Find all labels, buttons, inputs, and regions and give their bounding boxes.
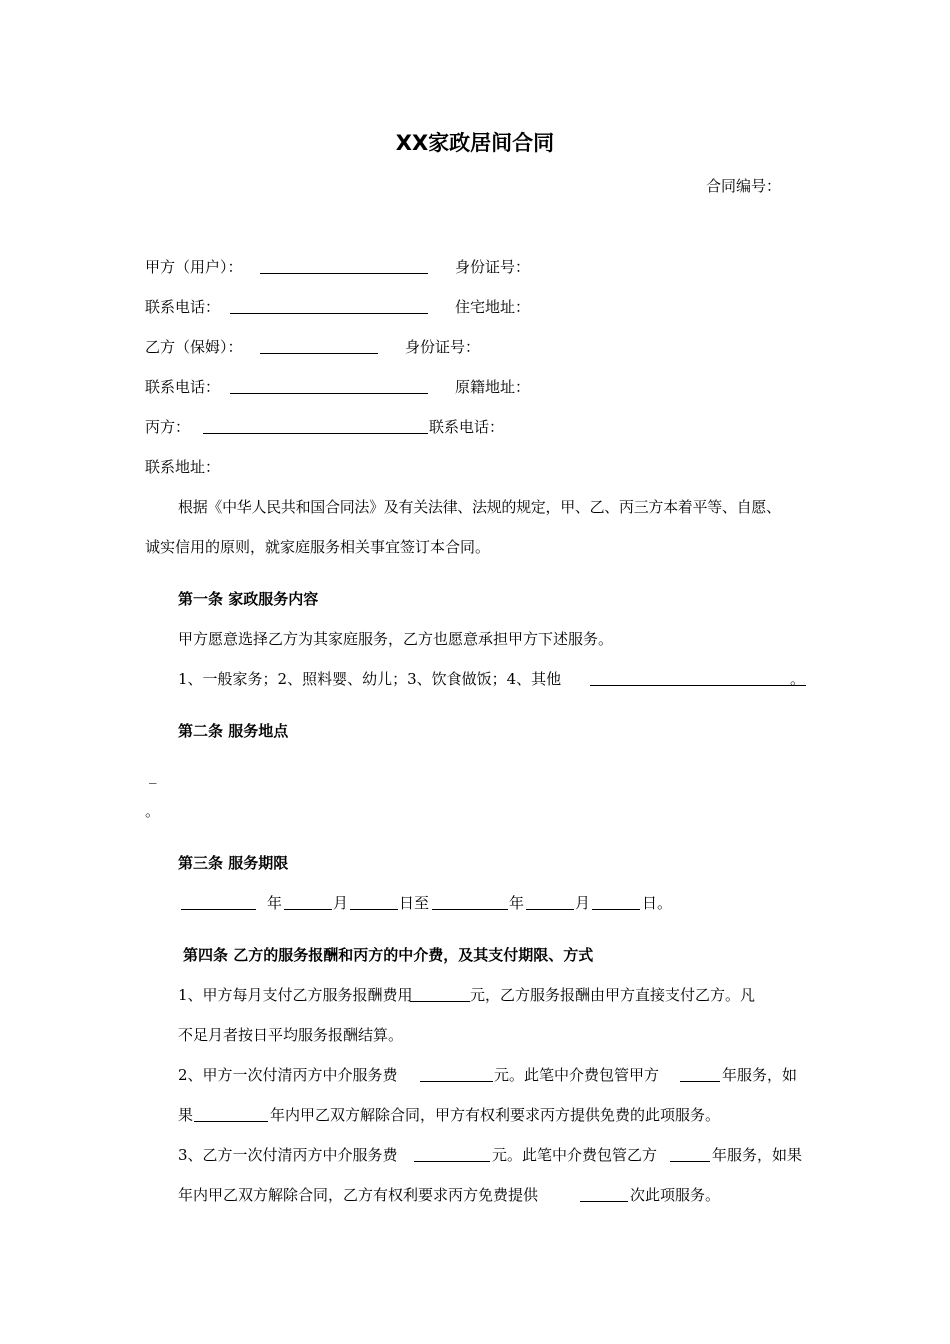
term-end-year-blank <box>432 909 508 910</box>
art4-clause-2-start: 2、甲方一次付清丙方中介服务费 <box>178 1066 398 1084</box>
term-year-label-1: 年 <box>267 894 283 912</box>
art4-clause-3-tail: 年服务，如果 <box>712 1146 803 1164</box>
preamble-line-2: 诚实信用的原则，就家庭服务相关事宜签订本合同。 <box>145 538 491 556</box>
party-b-years-blank <box>670 1161 710 1162</box>
art4-clause-2-tail: 年服务，如 <box>722 1066 798 1084</box>
preamble-line-1: 根据《中华人民共和国合同法》及有关法律、法规的规定，甲、乙、丙三方本着平等、自愿、 <box>178 498 781 516</box>
article-2-blank-mark: _ <box>149 766 157 784</box>
article-1-heading: 第一条 家政服务内容 <box>178 590 319 608</box>
home-address-label: 住宅地址： <box>455 298 531 316</box>
art4-clause-2-line2-end: 年内甲乙双方解除合同，甲方有权利要求丙方提供免费的此项服务。 <box>270 1106 721 1124</box>
art4-clause-2-line2-start: 果 <box>178 1106 194 1124</box>
term-start-month-blank <box>284 909 332 910</box>
article-1-other-blank <box>590 685 806 686</box>
party-b-agency-fee-blank <box>414 1161 490 1162</box>
document-title: XX家政居间合同 <box>395 131 555 155</box>
art4-clause-3-start: 3、乙方一次付清丙方中介服务费 <box>178 1146 398 1164</box>
art4-clause-3-line2-start: 年内甲乙双方解除合同，乙方有权利要求丙方免费提供 <box>178 1186 539 1204</box>
party-a-phone-blank <box>230 313 428 314</box>
party-c-blank <box>203 433 428 434</box>
party-b-id-label: 身份证号： <box>405 338 481 356</box>
term-month-label-2: 月 <box>575 894 591 912</box>
term-day-end-label: 日。 <box>642 894 673 912</box>
term-day-to-label: 日至 <box>399 894 430 912</box>
term-month-label-1: 月 <box>333 894 349 912</box>
term-year-label-2: 年 <box>509 894 525 912</box>
article-1-paragraph: 甲方愿意选择乙方为其家庭服务，乙方也愿意承担甲方下述服务。 <box>178 630 614 648</box>
party-b-blank <box>260 353 378 354</box>
article-2-heading: 第二条 服务地点 <box>178 722 289 740</box>
party-a-cancel-years-blank <box>194 1121 268 1122</box>
party-a-years-blank <box>680 1081 720 1082</box>
term-start-day-blank <box>350 909 398 910</box>
article-2-period: 。 <box>145 802 161 820</box>
term-end-day-blank <box>592 909 640 910</box>
monthly-fee-blank <box>410 1001 470 1002</box>
art4-clause-1-start: 1、甲方每月支付乙方服务报酬费用 <box>178 986 413 1004</box>
art4-clause-2-mid: 元。此笔中介费包管甲方 <box>494 1066 660 1084</box>
party-a-agency-fee-blank <box>420 1081 493 1082</box>
term-start-year-blank <box>181 909 256 910</box>
contract-number-label: 合同编号： <box>706 177 782 195</box>
party-a-blank <box>260 273 428 274</box>
party-c-label: 丙方： <box>145 418 191 436</box>
party-a-label: 甲方（用户）： <box>145 258 243 276</box>
article-3-heading: 第三条 服务期限 <box>178 854 289 872</box>
art4-clause-1-mid: 元，乙方服务报酬由甲方直接支付乙方。凡 <box>470 986 756 1004</box>
art4-clause-3-line2-end: 次此项服务。 <box>630 1186 721 1204</box>
article-1-items: 1、一般家务；2、照料婴、幼儿；3、饮食做饭；4、其他 <box>178 670 562 688</box>
free-service-times-blank <box>580 1201 628 1202</box>
article-1-period: 。 <box>790 670 806 688</box>
party-b-label: 乙方（保姆）： <box>145 338 243 356</box>
party-c-phone-label: 联系电话： <box>429 418 505 436</box>
art4-clause-3-mid: 元。此笔中介费包管乙方 <box>492 1146 658 1164</box>
party-a-phone-label: 联系电话： <box>145 298 221 316</box>
article-4-heading: 第四条 乙方的服务报酬和丙方的中介费，及其支付期限、方式 <box>183 946 594 964</box>
party-b-phone-blank <box>230 393 428 394</box>
origin-address-label: 原籍地址： <box>455 378 531 396</box>
term-end-month-blank <box>526 909 574 910</box>
contact-address-label: 联系地址： <box>145 458 221 476</box>
party-a-id-label: 身份证号： <box>455 258 531 276</box>
art4-clause-1-end: 不足月者按日平均服务报酬结算。 <box>178 1026 404 1044</box>
party-b-phone-label: 联系电话： <box>145 378 221 396</box>
